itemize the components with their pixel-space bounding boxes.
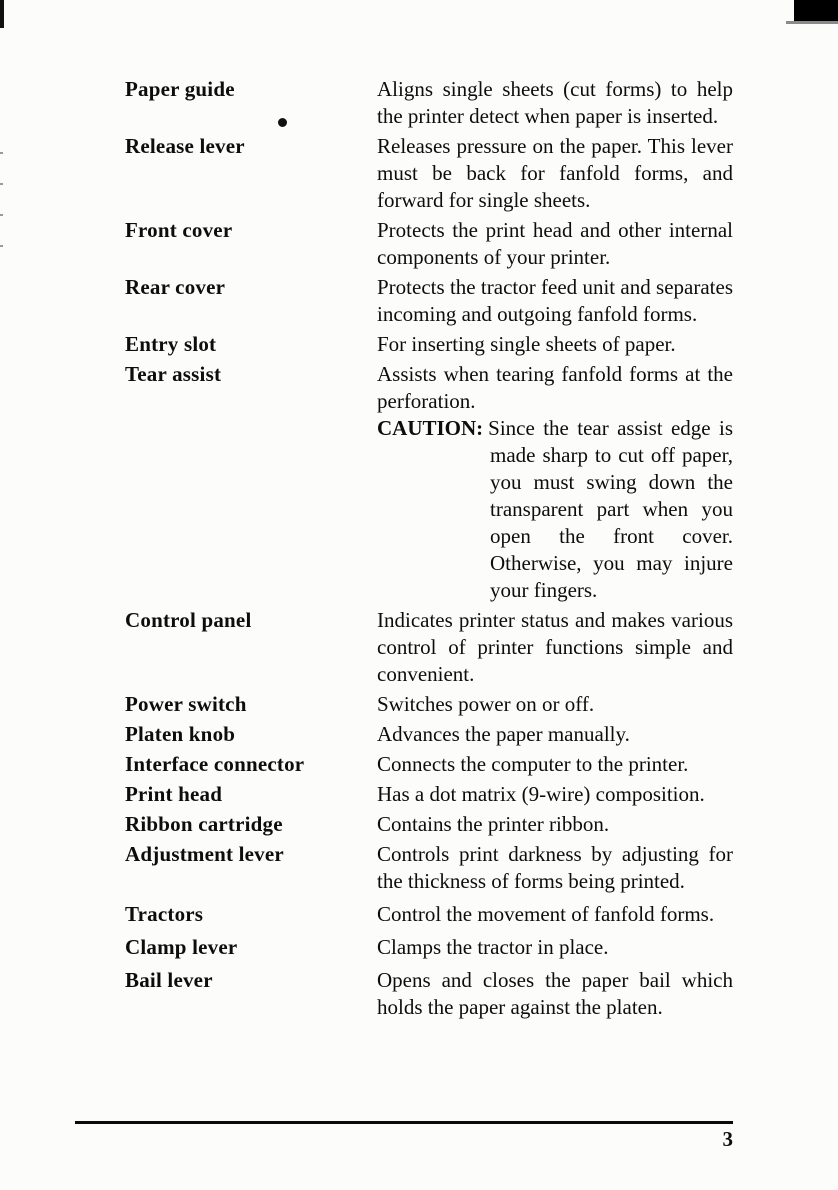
glossary-row: [125, 901, 733, 928]
glossary-definition-text: For inserting single sheets of paper.: [377, 332, 676, 356]
glossary-row: [125, 721, 733, 748]
glossary-definition-text: Control the movement of fanfold forms.: [377, 902, 715, 926]
caution-text: Since the tear assist edge is made sharp to cut off paper, you must swing down the transparent part when you open the front cover. Otherwise, you may injure your fingers.: [488, 416, 733, 602]
glossary-definition-text: Releases pressure on the paper. This lever must be back for fanfold forms, and forward for single sheets.: [377, 134, 733, 212]
glossary-row: [125, 811, 733, 838]
footer-rule: [75, 1121, 733, 1124]
glossary-definition-text: Aligns single sheets (cut forms) to help the printer detect when paper is inserted.: [377, 77, 733, 128]
glossary-row: [125, 76, 733, 130]
glossary-definition-text: Contains the printer ribbon.: [377, 812, 610, 836]
glossary-term: Paper guide: [125, 77, 235, 101]
glossary-term: Clamp lever: [125, 935, 238, 959]
glossary-definition: [377, 331, 733, 358]
glossary-row: [125, 607, 733, 688]
page-number: 3: [722, 1127, 733, 1151]
glossary-definition: [377, 361, 733, 604]
glossary-row: [125, 781, 733, 808]
glossary-definition-text: Indicates printer status and makes various control of printer functions simple and convenient.: [377, 608, 733, 686]
glossary-definition-text: Protects the tractor feed unit and separates incoming and outgoing fanfold forms.: [377, 275, 733, 326]
glossary-row: [125, 274, 733, 328]
glossary-row: [125, 841, 733, 895]
glossary-term: Bail lever: [125, 968, 213, 992]
glossary-definition-text: Clamps the tractor in place.: [377, 935, 609, 959]
glossary-definition-text: Connects the computer to the printer.: [377, 752, 689, 776]
glossary-term: Tractors: [125, 902, 204, 926]
glossary-definition: [377, 607, 733, 688]
glossary-definition-text: Controls print darkness by adjusting for the thickness of forms being printed.: [377, 842, 733, 893]
glossary-definition-text: Switches power on or off.: [377, 692, 595, 716]
scan-artifact-top-left: [0, 0, 4, 28]
glossary-definition: [377, 841, 733, 895]
glossary-term: Tear assist: [125, 362, 222, 386]
glossary-row: [125, 934, 733, 961]
glossary-definition-text: Advances the paper manually.: [377, 722, 630, 746]
glossary-definition: [377, 217, 733, 271]
glossary-term: Adjustment lever: [125, 842, 284, 866]
glossary-definition: [377, 934, 733, 961]
glossary-term: Ribbon cartridge: [125, 812, 283, 836]
glossary-definition: [377, 901, 733, 928]
glossary-definition: [377, 133, 733, 214]
glossary: [0, 76, 838, 1024]
glossary-term: Rear cover: [125, 275, 226, 299]
glossary-term: Interface connector: [125, 752, 305, 776]
glossary-row: [125, 691, 733, 718]
scan-artifact-top-right: [794, 0, 838, 21]
glossary-definition: [377, 811, 733, 838]
glossary-definition-text: Assists when tearing fanfold forms at the perforation.: [377, 362, 733, 413]
glossary-term: Front cover: [125, 218, 233, 242]
glossary-row: [125, 217, 733, 271]
glossary-term: Control panel: [125, 608, 252, 632]
glossary-definition: [377, 967, 733, 1021]
caution-block: [377, 415, 733, 604]
glossary-definition: [377, 691, 733, 718]
glossary-row: [125, 361, 733, 604]
scan-artifact-top-right-shadow: [786, 21, 838, 24]
glossary-definition: [377, 721, 733, 748]
glossary-definition: [377, 751, 733, 778]
glossary-row: [125, 331, 733, 358]
glossary-term: Entry slot: [125, 332, 217, 356]
glossary-definition-text: Has a dot matrix (9-wire) composition.: [377, 782, 705, 806]
glossary-definition: [377, 274, 733, 328]
glossary-term: Print head: [125, 782, 223, 806]
caution-label: CAUTION:: [377, 416, 484, 440]
glossary-row: [125, 133, 733, 214]
glossary-term: Release lever: [125, 134, 245, 158]
glossary-definition: [377, 76, 733, 130]
glossary-definition-text: Opens and closes the paper bail which holds the paper against the platen.: [377, 968, 733, 1019]
glossary-row: [125, 751, 733, 778]
glossary-term: Platen knob: [125, 722, 236, 746]
glossary-definition-text: Protects the print head and other internal components of your printer.: [377, 218, 733, 269]
glossary-term: Power switch: [125, 692, 247, 716]
glossary-row: [125, 967, 733, 1021]
glossary-definition: [377, 781, 733, 808]
